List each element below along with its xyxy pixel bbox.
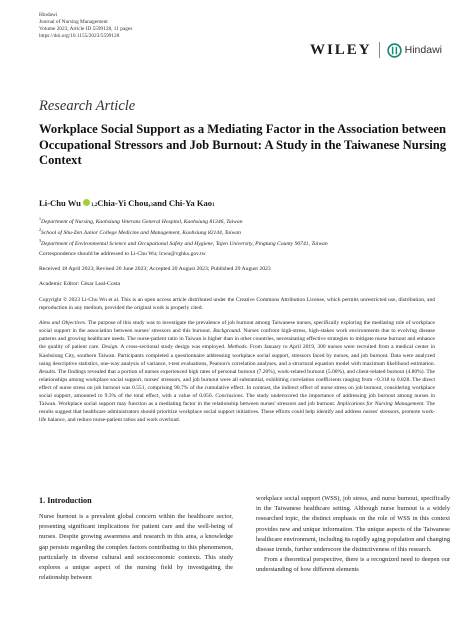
- author-name[interactable]: and Chi-Ya Kao: [152, 198, 213, 208]
- body-paragraph: workplace social support (WSS), job stress, and nurse burnout, specifically in the Taiwanese healthcare setting. Although nurse burnout is a widely researched topic, the distinct emphasis on the role of WSS in this context provides new and unique information. The unique aspects of the Taiwanese healthcare environment, including its rapidly aging population and changing disease trends, further underscore the distinctiveness of this research.: [256, 495, 450, 554]
- author-name[interactable]: Chia-Yi Chou,: [97, 198, 151, 208]
- affiliation-item: $^1$Department of Nursing, Kaohsiung Veterans General Hospital, Kaohsiung 81346, Taiwan: [39, 216, 243, 225]
- journal-header: [39, 12, 132, 40]
- affiliation-item: $^2$School of Shu-Zen Junior College Medicine and Management, Kaohsiung 82144, Taiwan: [39, 227, 241, 237]
- volume-line: Volume 2023, Article ID 5599128, 11 pages: [39, 26, 133, 33]
- body-column-left: [39, 512, 233, 583]
- journal-name: Journal of Nursing Management: [39, 19, 108, 26]
- article-title: Workplace Social Support as a Mediating Factor in the Association between Occupational Stressors and Job Burnout: A Study in the Taiwanese Nursing Context: [39, 122, 447, 168]
- author-affil-sup: 1: [212, 203, 215, 208]
- orcid-icon[interactable]: [83, 199, 90, 206]
- publisher-brand: [310, 40, 442, 60]
- author-affil-sup: 1,2: [90, 203, 98, 208]
- hindawi-wordmark: Hindawi: [404, 44, 442, 56]
- article-type: Research Article: [39, 98, 136, 114]
- brand-divider: [379, 42, 380, 58]
- academic-editor: Academic Editor: César Leal-Costa: [39, 281, 121, 287]
- abstract-text: Aims and Objectives. The purpose of this study was to investigate the prevalence of job burnout among Taiwanese nurses, specifically exploring the mediating role of workplace social support in the association between nurses' stressors and this burnout. Background. Nurses confront high-stress, high-stakes work environments due to evolving disease patterns and growing healthcare needs. The nurse-patient ratio in Taiwan is higher than in other countries, necessitating effective strategies to mitigate nurse burnout and enhance the quality of patient care. Design. A cross-sectional study design was employed. Methods. From January to April 2019, 300 nurses were recruited from a medical center in Kaohsiung City, southern Taiwan. Participants completed a questionnaire addressing workplace social support, stressors faced by nurses, and job burnout. Data were analyzed using descriptive statistics, one-way analysis of variance, t-test evaluations, Pearson's correlation analyses, and a structural equation model with maximum likelihood estimation. Results. The findings revealed that a portion of nurses experienced high rates of personal burnout (7.20%), work-related burnout (5.00%), and client-related burnout (4.80%). The relationships among workplace social support, nurses' stressors, and job burnout were all substantial, exhibiting correlation coefficients ranging from −0.318 to 0.828. The direct effect of nurse stress on job burnout was 0.551, comprising 90.7% of the cumulative effect. In contrast, the indirect effect of nurse stress on job burnout, considering workplace social support, amounted to 9.3% of the total effect, with a value of 0.056. Conclusions. The study underscored the importance of addressing job burnout among nurses in Taiwan. Workplace social support may function as a mediating factor in the relationship between nurses' stressors and job burnout. Implications for Nursing Management. The results suggest that healthcare administrators should prioritize workplace social support initiatives. These efforts could help identify and address nurses' stressors, promote work-life balance, and reduce nurse-patient ratios and work overload.: [39, 320, 436, 424]
- correspondence: Correspondence should be addressed to Li-Chu Wu; lcwu@vghks.gov.tw: [39, 251, 206, 257]
- doi-link[interactable]: https://doi.org/10.1155/2023/5599128: [39, 33, 120, 40]
- section-heading: 1. Introduction: [39, 496, 92, 505]
- body-column-right: [256, 494, 450, 576]
- wiley-logo: WILEY: [309, 41, 372, 58]
- publication-dates: Received 18 April 2023; Revised 26 June 2023; Accepted 20 August 2023; Published 29 August 2023: [39, 266, 271, 272]
- affiliation-item: $^3$Department of Environmental Science and Occupational Safety and Hygiene, Tajen University, Pingtung County 90741, Taiwan: [39, 238, 328, 248]
- body-paragraph: From a theoretical perspective, there is a recognized need to deepen our understanding of how different elements: [256, 556, 450, 574]
- hindawi-logo-icon: [387, 43, 402, 58]
- author-list: [39, 198, 215, 208]
- abstract-block: [39, 296, 435, 429]
- author-affil-sup: 3: [150, 203, 153, 208]
- copyright-notice: Copyright © 2023 Li-Chu Wu et al. This is an open access article distributed under the Creative Commons Attribution License, which permits unrestricted use, distribution, and reproduction in any medium, provided the original work is properly cited.: [39, 297, 435, 312]
- affiliations: [39, 215, 459, 248]
- author-name[interactable]: Li-Chu Wu: [39, 198, 81, 208]
- publisher-name: Hindawi: [39, 12, 58, 18]
- body-paragraph: Nurse burnout is a prevalent global concern within the healthcare sector, presenting significant implications for patient care and the well-being of nurses. Despite growing awareness and research in this area, a knowledge gap persists regarding the complex factors contributing to this phenomenon, particularly in diverse cultural and socioeconomic contexts. This study explores a unique aspect of the nursing field by investigating the relationship between: [39, 513, 233, 582]
